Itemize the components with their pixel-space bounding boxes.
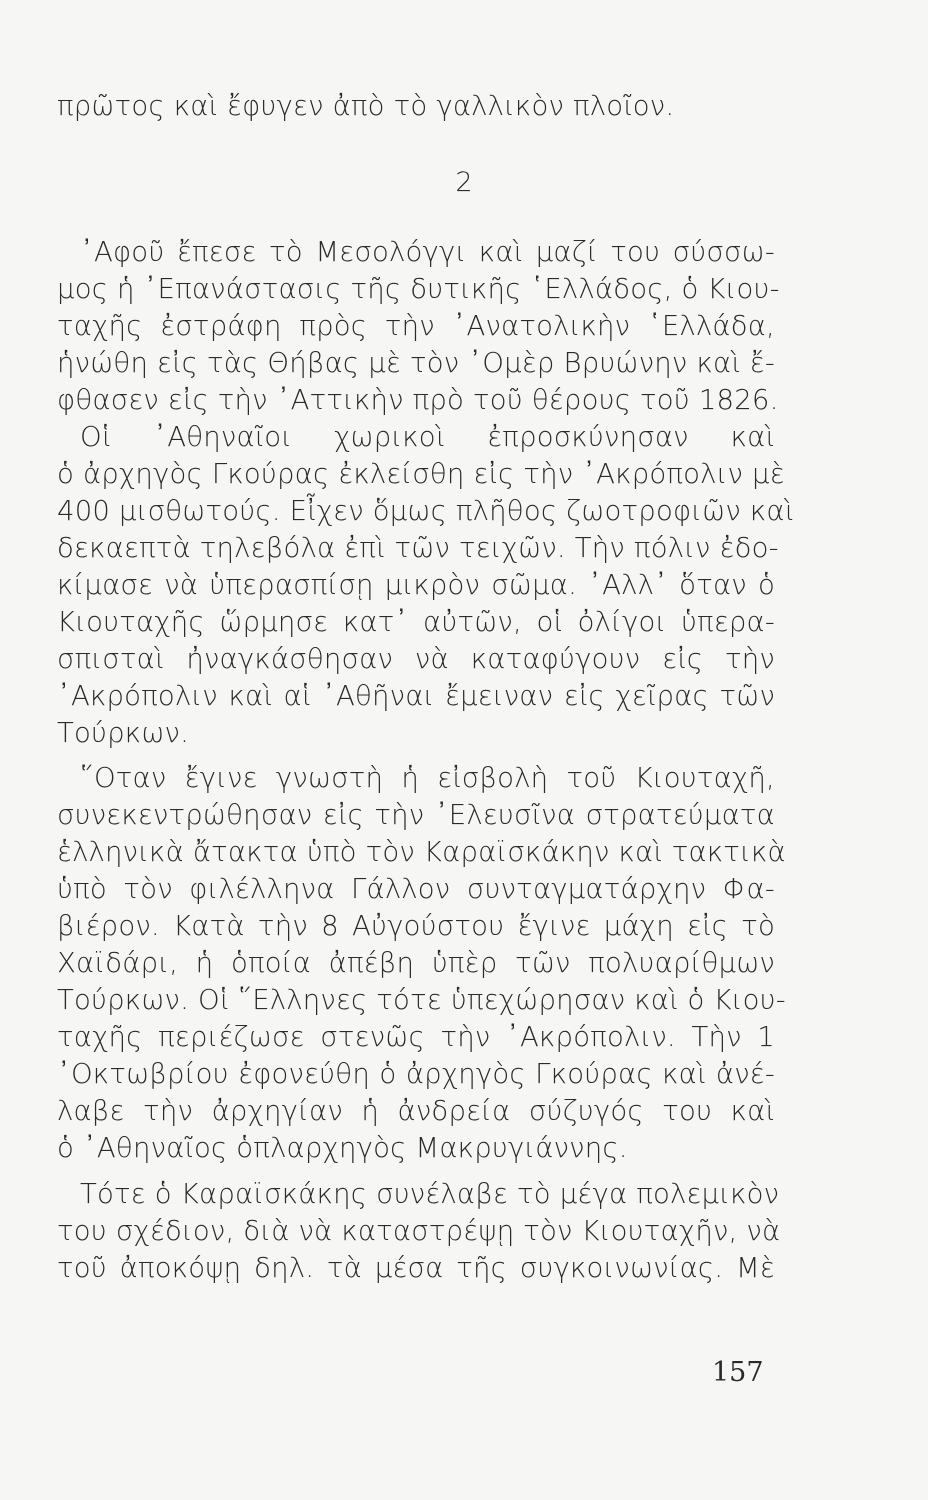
paragraph-line: ταχῆς περιέζωσε στενῶς τὴν ᾿Ακρόπολιν. Τὴν 1 bbox=[57, 1021, 775, 1053]
paragraph-line: Χαϊδάρι, ἡ ὁποία ἀπέβη ὑπὲρ τῶν πολυαρίθμων bbox=[57, 947, 775, 979]
top-line: πρῶτος καὶ ἔφυγεν ἀπὸ τὸ γαλλικὸν πλοῖον. bbox=[57, 90, 675, 122]
paragraph-line: βιέρον. Κατὰ τὴν 8 Αὐγούστου ἔγινε μάχη εἰς τὸ bbox=[57, 910, 775, 942]
paragraph-line: ὁ ᾿Αθηναῖος ὁπλαρχηγὸς Μακρυγιάννης. bbox=[57, 1132, 628, 1164]
paragraph-line: Τότε ὁ Καραϊσκάκης συνέλαβε τὸ μέγα πολεμικὸν bbox=[80, 1178, 780, 1210]
paragraph-line: ὑπὸ τὸν φιλέλληνα Γάλλον συνταγματάρχην Φα- bbox=[57, 873, 775, 905]
paragraph-line: συνεκεντρώθησαν εἰς τὴν ᾿Ελευσῖνα στρατεύματα bbox=[57, 799, 775, 831]
paragraph-line: Οἱ ᾿Αθηναῖοι χωρικοὶ ἐπροσκύνησαν καὶ bbox=[80, 421, 775, 453]
paragraph-line: μος ἡ ᾿Επανάστασις τῆς δυτικῆς ῾Ελλάδος, ὁ Κιου- bbox=[57, 273, 780, 305]
page-number: 157 bbox=[712, 1357, 764, 1388]
paragraph-line: τοῦ ἀποκόψῃ δηλ. τὰ μέσα τῆς συγκοινωνίας. Μὲ bbox=[57, 1252, 775, 1284]
paragraph-line: ᾿Ακρόπολιν καὶ αἱ ᾿Αθῆναι ἔμειναν εἰς χεῖρας τῶν bbox=[57, 680, 775, 712]
paragraph-line: κίμασε νὰ ὑπερασπίσῃ μικρὸν σῶμα. ᾿Αλλ᾿ ὅταν ὁ bbox=[57, 569, 775, 601]
paragraph-line: ὁ ἀρχηγὸς Γκούρας ἐκλείσθη εἰς τὴν ᾿Ακρόπολιν μὲ bbox=[57, 458, 785, 490]
paragraph-line: Τούρκων. bbox=[57, 717, 190, 749]
paragraph-line: ἑλληνικὰ ἄτακτα ὑπὸ τὸν Καραϊσκάκην καὶ τακτικὰ bbox=[57, 836, 786, 868]
paragraph-line: ᾿Οκτωβρίου ἐφονεύθη ὁ ἀρχηγὸς Γκούρας καὶ ἀνέ- bbox=[57, 1058, 775, 1090]
paragraph-line: 400 μισθωτούς. Εἶχεν ὅμως πλῆθος ζωοτροφιῶν καὶ bbox=[57, 495, 795, 527]
paragraph-line: ταχῆς ἐστράφη πρὸς τὴν ᾿Ανατολικὴν ῾Ελλάδα, bbox=[57, 310, 775, 342]
paragraph-line: Τούρκων. Οἱ ῞Ελληνες τότε ὑπεχώρησαν καὶ ὁ Κιου- bbox=[57, 984, 786, 1016]
paragraph-line: λαβε τὴν ἀρχηγίαν ἡ ἀνδρεία σύζυγός του καὶ bbox=[57, 1095, 775, 1127]
paragraph-line: δεκαεπτὰ τηλεβόλα ἐπὶ τῶν τειχῶν. Τὴν πόλιν ἐδο- bbox=[57, 532, 779, 564]
paragraph-line: του σχέδιον, διὰ νὰ καταστρέψῃ τὸν Κιουταχῆν, νὰ bbox=[57, 1215, 781, 1247]
paragraph-line: ῞Οταν ἔγινε γνωστὴ ἡ εἰσβολὴ τοῦ Κιουταχῆ, bbox=[80, 762, 775, 794]
paragraph-line: ᾿Αφοῦ ἔπεσε τὸ Μεσολόγγι καὶ μαζί του σύσσω- bbox=[80, 236, 775, 268]
section-number: 2 bbox=[455, 167, 473, 198]
paragraph-line: ἡνώθη εἰς τὰς Θήβας μὲ τὸν ᾿Ομὲρ Βρυώνην καὶ ἔ- bbox=[57, 347, 775, 379]
paragraph-line: Κιουταχῆς ὥρμησε κατ᾿ αὐτῶν, οἱ ὀλίγοι ὑπερα- bbox=[57, 606, 775, 638]
paragraph-line: φθασεν εἰς τὴν ᾿Αττικὴν πρὸ τοῦ θέρους τοῦ 1826. bbox=[57, 384, 779, 416]
paragraph-line: σπισταὶ ἠναγκάσθησαν νὰ καταφύγουν εἰς τὴν bbox=[57, 643, 775, 675]
